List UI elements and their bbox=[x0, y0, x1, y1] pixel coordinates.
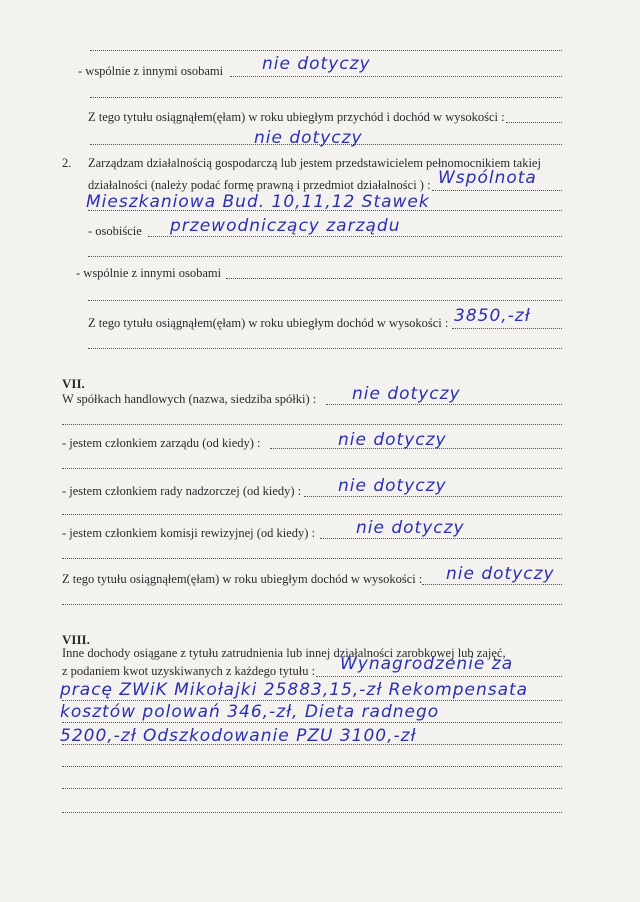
dotted-line bbox=[62, 604, 562, 605]
dotted-line bbox=[304, 496, 562, 497]
przychod-label: Z tego tytułu osiągnąłem(ęłam) w roku ubiegłym przychód i dochód w wysokości : bbox=[88, 110, 505, 124]
dotted-line bbox=[62, 812, 562, 813]
dotted-line bbox=[316, 676, 562, 677]
item2-text-line2: działalności (należy podać formę prawną i przedmiot działalności ) : bbox=[88, 178, 431, 192]
dotted-line bbox=[230, 76, 562, 77]
handwritten-item2-dochod-value: 3850,-zł bbox=[454, 306, 531, 326]
dotted-line bbox=[88, 256, 562, 257]
handwritten-item2-value-a: Wspólnota bbox=[438, 168, 537, 188]
komisja-label: - jestem członkiem komisji rewizyjnej (od kiedy) : bbox=[62, 526, 316, 540]
handwritten-wspolnie-value: nie dotyczy bbox=[262, 54, 371, 74]
handwritten-przychod-value: nie dotyczy bbox=[254, 128, 363, 148]
dotted-line bbox=[62, 700, 562, 701]
dotted-line bbox=[62, 788, 562, 789]
osobiscie-label: - osobiście bbox=[88, 224, 142, 238]
dotted-line bbox=[88, 300, 562, 301]
handwritten-spolki-value: nie dotyczy bbox=[352, 384, 461, 404]
dotted-line bbox=[62, 558, 562, 559]
dotted-line bbox=[62, 766, 562, 767]
dotted-line bbox=[226, 278, 562, 279]
item2-text-line1: Zarządzam działalnością gospodarczą lub jestem przedstawicielem pełnomocnikiem takiej bbox=[88, 156, 541, 170]
dotted-line bbox=[62, 514, 562, 515]
dotted-line bbox=[432, 190, 562, 191]
dotted-line bbox=[320, 538, 562, 539]
handwritten-section8-line1: Wynagrodzenie za bbox=[340, 654, 514, 674]
section7-dochod-label: Z tego tytułu osiągnąłem(ęłam) w roku ubiegłym dochód w wysokości : bbox=[62, 572, 423, 586]
dotted-line bbox=[90, 97, 562, 98]
handwritten-section7-dochod-value: nie dotyczy bbox=[446, 564, 555, 584]
handwritten-section8-line3: kosztów polowań 346,-zł, Dieta radnego bbox=[60, 702, 440, 722]
handwritten-section8-line2: pracę ZWiK Mikołajki 25883,15,-zł Rekompensata bbox=[60, 680, 529, 700]
dotted-line bbox=[422, 584, 562, 585]
zarzad-label: - jestem członkiem zarządu (od kiedy) : bbox=[62, 436, 261, 450]
handwritten-zarzad-value: nie dotyczy bbox=[338, 430, 447, 450]
handwritten-osobiscie-value: przewodniczący zarządu bbox=[170, 216, 401, 236]
section8-text-line2: z podaniem kwot uzyskiwanych z każdego tytułu : bbox=[62, 664, 316, 678]
dotted-line bbox=[88, 348, 562, 349]
dotted-line bbox=[62, 468, 562, 469]
dotted-line bbox=[62, 424, 562, 425]
dotted-line bbox=[326, 404, 562, 405]
dotted-line bbox=[62, 722, 562, 723]
handwritten-section8-line4: 5200,-zł Odszkodowanie PZU 3100,-zł bbox=[60, 726, 417, 746]
dotted-line bbox=[506, 122, 562, 123]
section-vii-heading: VII. bbox=[62, 376, 85, 391]
handwritten-rada-value: nie dotyczy bbox=[338, 476, 447, 496]
dotted-line bbox=[452, 328, 562, 329]
spolki-label: W spółkach handlowych (nazwa, siedziba spółki) : bbox=[62, 392, 317, 406]
dotted-line bbox=[148, 236, 562, 237]
rada-label: - jestem członkiem rady nadzorczej (od kiedy) : bbox=[62, 484, 302, 498]
item-number-2: 2. bbox=[62, 156, 72, 170]
section-viii-heading: VIII. bbox=[62, 632, 90, 647]
handwritten-komisja-value: nie dotyczy bbox=[356, 518, 465, 538]
handwritten-item2-value-b: Mieszkaniowa Bud. 10,11,12 Stawek bbox=[86, 192, 430, 212]
wspolnie-label: - wspólnie z innymi osobami bbox=[78, 64, 224, 78]
section8-text-line1: Inne dochody osiągane z tytułu zatrudnienia lub innej działalności zarobkowej lub zajęć, bbox=[62, 646, 506, 660]
item2-dochod-label: Z tego tytułu osiągnąłem(ęłam) w roku ubiegłym dochód w wysokości : bbox=[88, 316, 449, 330]
item2-wspolnie-label: - wspólnie z innymi osobami bbox=[76, 266, 222, 280]
dotted-line bbox=[90, 50, 562, 51]
